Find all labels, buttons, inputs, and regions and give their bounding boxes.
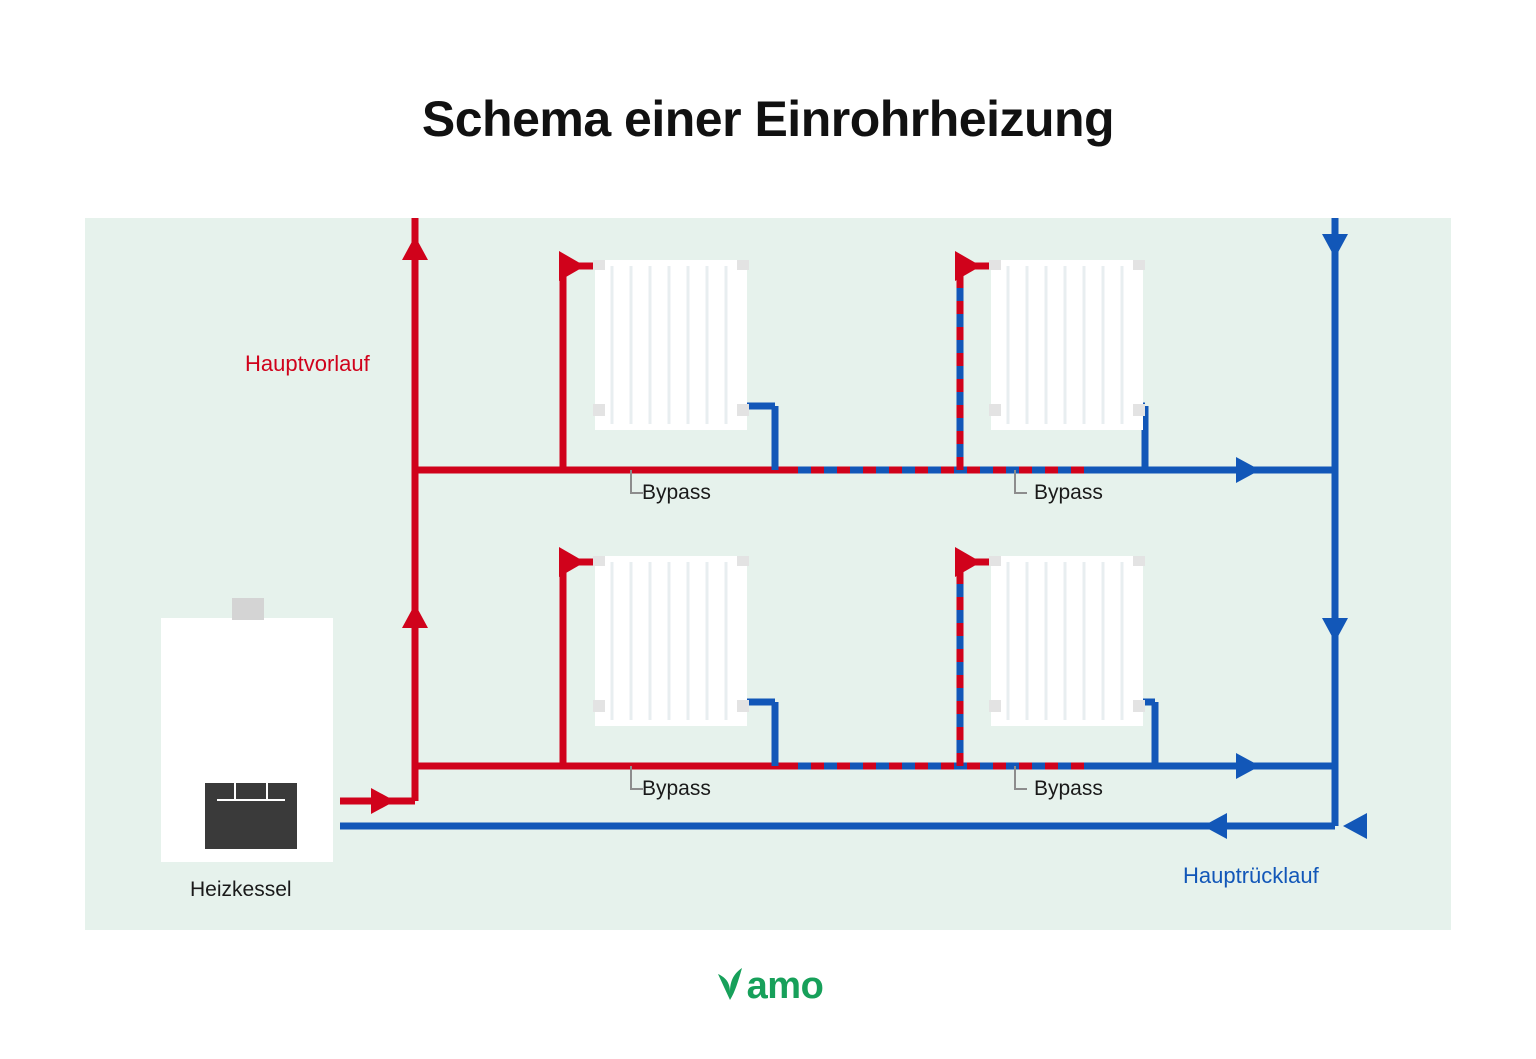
vamo-logo-text: amo xyxy=(746,965,824,1007)
boiler-unit xyxy=(161,598,333,862)
vamo-logo xyxy=(0,962,1536,1010)
label-bypass-upper-left: Bypass xyxy=(642,481,711,504)
label-bypass-upper-right: Bypass xyxy=(1034,481,1103,504)
leaf-icon xyxy=(713,962,747,1010)
label-heizkessel: Heizkessel xyxy=(190,878,292,901)
heating-schematic xyxy=(85,218,1451,930)
main-return-pipes xyxy=(340,218,1367,839)
radiator-upper-left xyxy=(593,260,749,430)
radiator-lower-right xyxy=(989,556,1145,726)
label-hauptruecklauf: Hauptrücklauf xyxy=(1183,863,1319,888)
radiator-upper-right xyxy=(989,260,1145,430)
radiator-lower-left xyxy=(593,556,749,726)
label-hauptvorlauf: Hauptvorlauf xyxy=(245,351,370,376)
label-bypass-lower-right: Bypass xyxy=(1034,777,1103,800)
diagram-panel xyxy=(85,218,1451,930)
label-bypass-lower-left: Bypass xyxy=(642,777,711,800)
page-title: Schema einer Einrohrheizung xyxy=(421,91,1115,147)
